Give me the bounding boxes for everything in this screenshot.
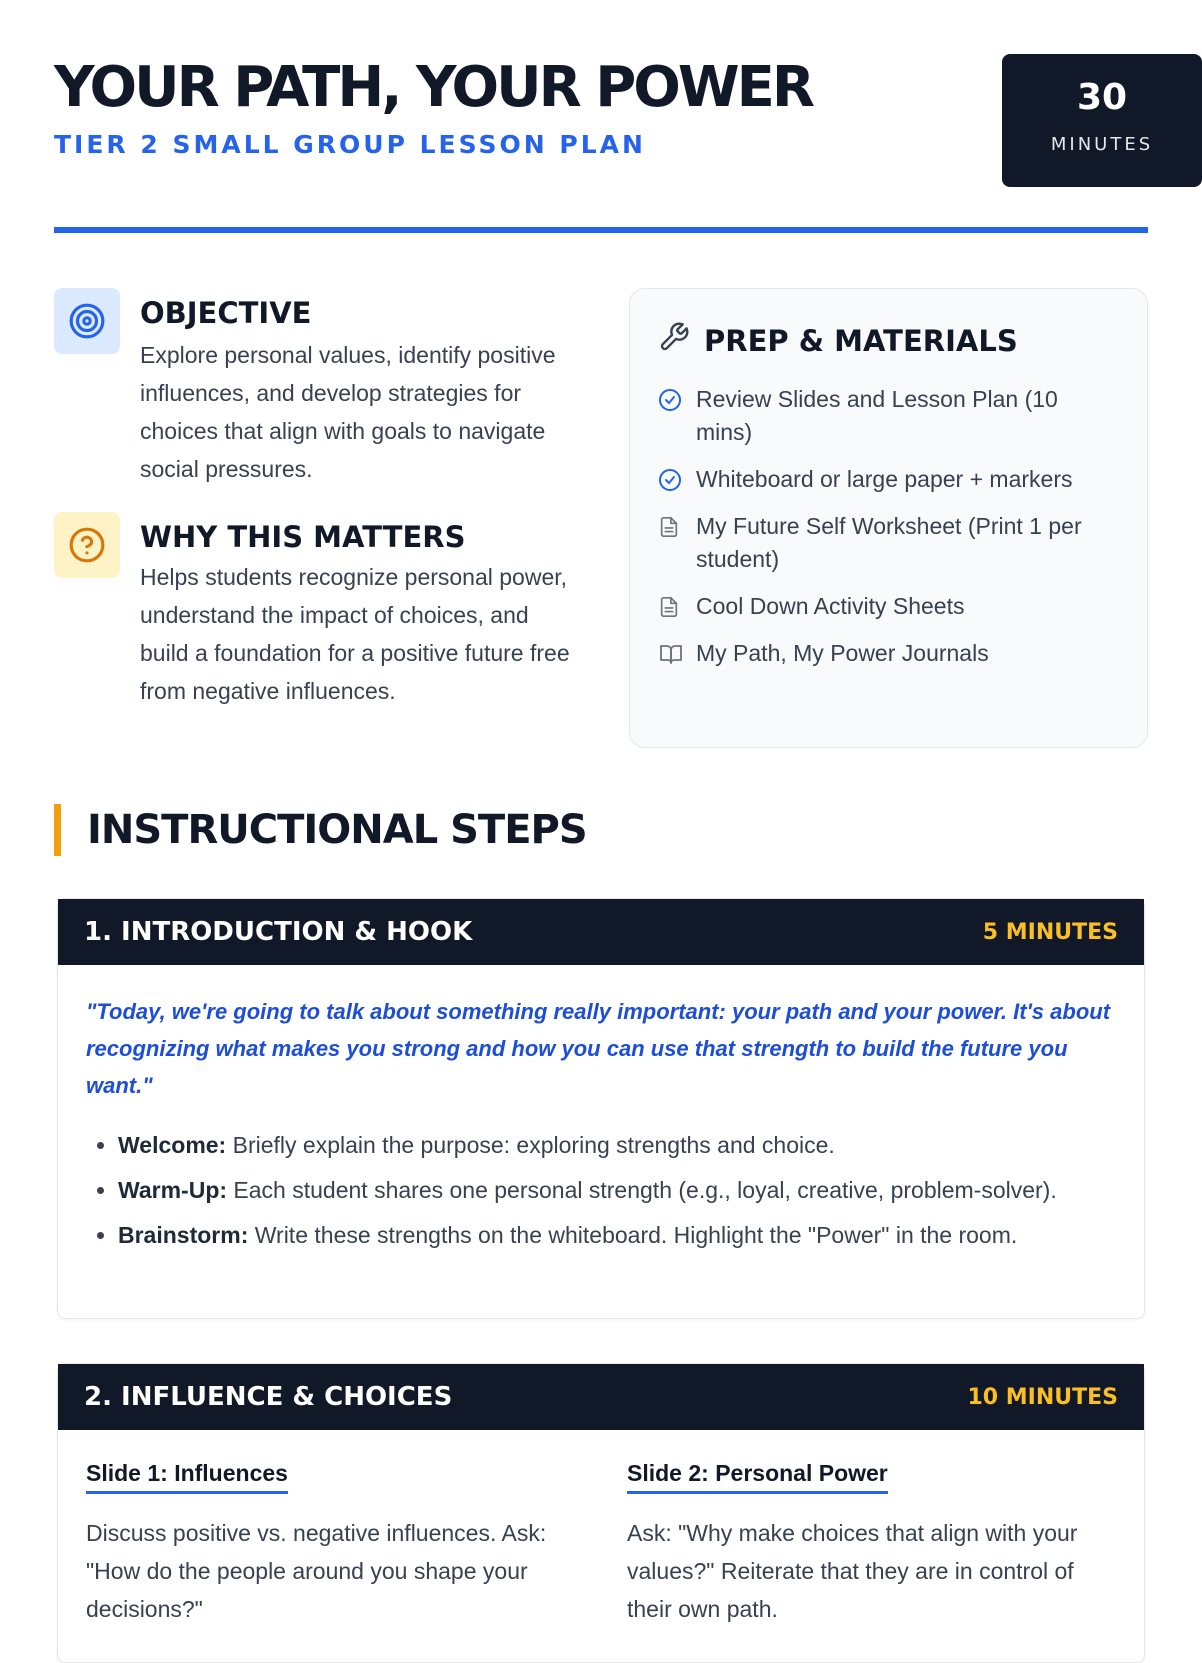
step-duration: 10 MINUTES bbox=[967, 1384, 1118, 1410]
check-circle-icon bbox=[658, 463, 684, 496]
step-title: 1. INTRODUCTION & HOOK bbox=[84, 917, 473, 947]
why-text: Helps students recognize personal power, understand the impact of choices, and build a foundation for a positive future free from negative influences. bbox=[140, 564, 570, 704]
list-item bbox=[118, 1171, 1116, 1209]
slide-column bbox=[86, 1460, 575, 1628]
book-icon bbox=[658, 637, 684, 670]
material-label: My Path, My Power Journals bbox=[696, 640, 989, 666]
material-item bbox=[658, 590, 1118, 623]
step-bullets bbox=[86, 1126, 1116, 1254]
bullet-text: Each student shares one personal strength (e.g., loyal, creative, problem-solver). bbox=[227, 1177, 1057, 1203]
prep-materials-panel bbox=[629, 288, 1148, 748]
list-item bbox=[118, 1126, 1116, 1164]
material-item bbox=[658, 510, 1118, 576]
step-duration: 5 MINUTES bbox=[982, 919, 1118, 945]
material-item bbox=[658, 383, 1118, 449]
header-divider bbox=[54, 227, 1148, 233]
page-title: YOUR PATH, YOUR POWER bbox=[54, 55, 813, 120]
bullet-text: Briefly explain the purpose: exploring strengths and choice. bbox=[226, 1132, 835, 1158]
step-card-introduction bbox=[57, 898, 1145, 1319]
step-title: 2. INFLUENCE & CHOICES bbox=[84, 1382, 453, 1412]
script-quote: "Today, we're going to talk about something really important: your path and your power. It's about recognizing what makes you strong and how you can use that strength to build the future you want." bbox=[86, 999, 1111, 1098]
slide-column bbox=[627, 1460, 1116, 1628]
page-subtitle: TIER 2 SMALL GROUP LESSON PLAN bbox=[54, 130, 646, 159]
step-header bbox=[58, 899, 1144, 965]
slide-title: Slide 1: Influences bbox=[86, 1460, 288, 1494]
objective-text: Explore personal values, identify positive influences, and develop strategies for choices that align with goals to navigate social pressures. bbox=[140, 342, 556, 482]
list-item bbox=[118, 1216, 1116, 1254]
objective-title: OBJECTIVE bbox=[140, 296, 312, 330]
document-icon bbox=[658, 510, 684, 543]
duration-unit: MINUTES bbox=[1050, 134, 1154, 155]
material-item bbox=[658, 463, 1118, 496]
document-icon bbox=[658, 590, 684, 623]
why-title: WHY THIS MATTERS bbox=[140, 520, 466, 554]
duration-value: 30 bbox=[1076, 77, 1128, 118]
bullet-label: Welcome: bbox=[118, 1132, 227, 1158]
target-icon bbox=[54, 288, 120, 354]
material-item bbox=[658, 637, 1118, 670]
prep-header bbox=[658, 321, 1018, 360]
question-icon bbox=[54, 512, 120, 578]
slide-text: Ask: "Why make choices that align with your values?" Reiterate that they are in control of their own path. bbox=[627, 1520, 1078, 1622]
objective-section bbox=[54, 288, 574, 488]
prep-title: PREP & MATERIALS bbox=[704, 323, 1018, 358]
why-section bbox=[54, 512, 574, 752]
slide-title: Slide 2: Personal Power bbox=[627, 1460, 888, 1494]
material-label: My Future Self Worksheet (Print 1 per student) bbox=[696, 513, 1082, 572]
slide-text: Discuss positive vs. negative influences. Ask: "How do the people around you shape your decisions?" bbox=[86, 1520, 547, 1622]
materials-list bbox=[658, 383, 1118, 684]
wrench-icon bbox=[658, 321, 690, 360]
step-card-influence bbox=[57, 1363, 1145, 1663]
steps-heading: INSTRUCTIONAL STEPS bbox=[54, 804, 587, 856]
material-label: Review Slides and Lesson Plan (10 mins) bbox=[696, 386, 1058, 445]
bullet-label: Brainstorm: bbox=[118, 1222, 249, 1248]
bullet-text: Write these strengths on the whiteboard. Highlight the "Power" in the room. bbox=[248, 1222, 1018, 1248]
step-columns bbox=[58, 1460, 1144, 1628]
step-body bbox=[58, 965, 1144, 1254]
duration-badge bbox=[1002, 54, 1202, 187]
material-label: Whiteboard or large paper + markers bbox=[696, 466, 1073, 492]
bullet-label: Warm-Up: bbox=[118, 1177, 228, 1203]
check-circle-icon bbox=[658, 383, 684, 416]
step-header bbox=[58, 1364, 1144, 1430]
material-label: Cool Down Activity Sheets bbox=[696, 593, 965, 619]
